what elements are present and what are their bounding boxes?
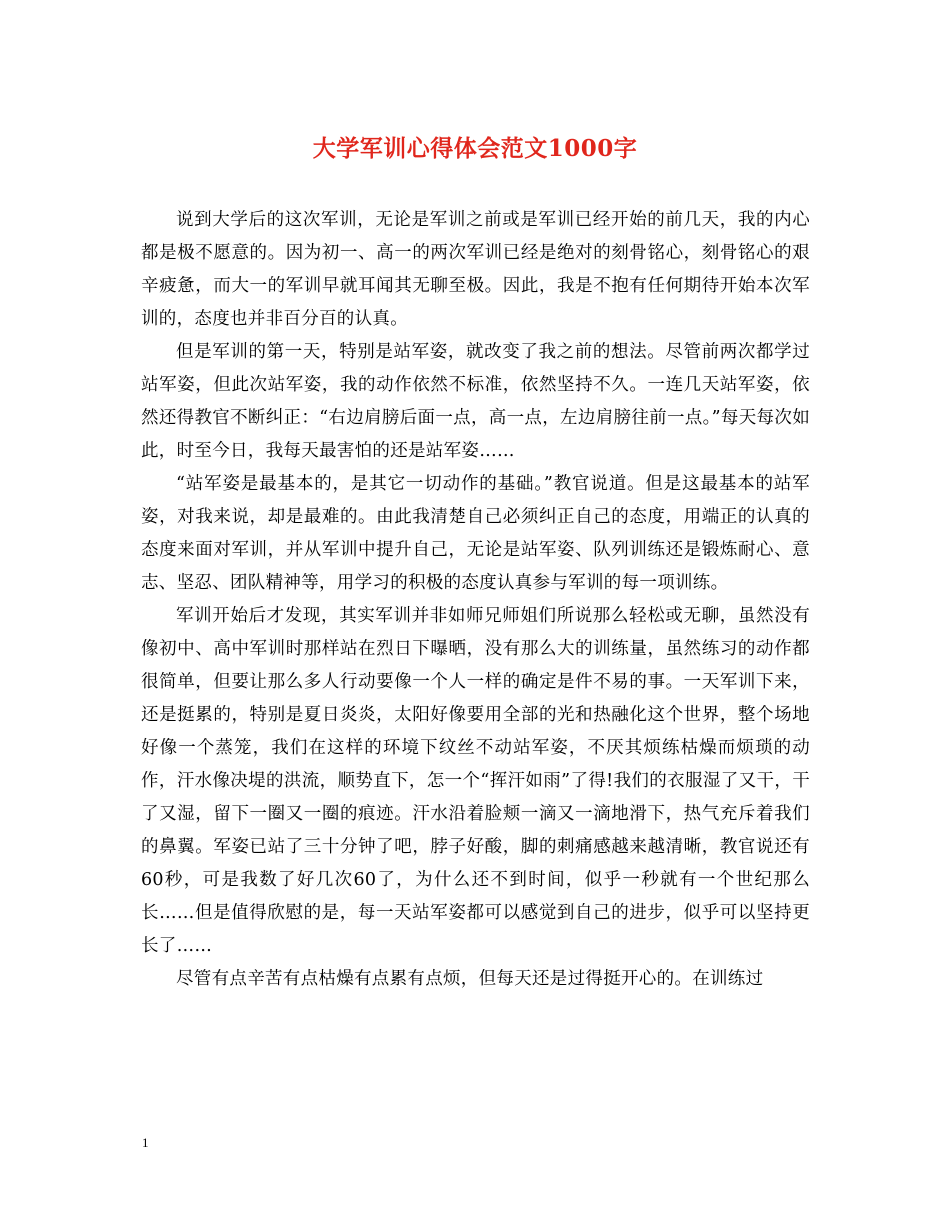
paragraph: 说到大学后的这次军训，无论是军训之前或是军训已经开始的前几天，我的内心都是极不愿意的。因为初一、高一的两次军训已经是绝对的刻骨铭心，刻骨铭心的艰辛疲惫，而大一的军训早就耳闻其无聊至极。因此，我是不抱有任何期待开始本次军训的，态度也并非百分百的认真。 bbox=[141, 210, 810, 329]
paragraph: 军训开始后才发现，其实军训并非如师兄师姐们所说那么轻松或无聊，虽然没有像初中、高中军训时那样站在烈日下曝晒，没有那么大的训练量，虽然练习的动作都很简单，但要让那么多人行动要像一个人一样的确定是件不易的事。一天军训下来，还是挺累的，特别是夏日炎炎，太阳好像要用全部的光和热融化这个世界，整个场地好像一个蒸笼，我们在这样的环境下纹丝不动站军姿，不厌其烦练枯燥而烦琐的动作，汗水像决堤的洪流，顺势直下，怎一个“挥汗如雨”了得!我们的衣服湿了又干，干了又湿，留下一圈又一圈的痕迹。汗水沿着脸颊一滴又一滴地滑下，热气充斥着我们的鼻翼。军姿已站了三十分钟了吧，脖子好酸，脚的刺痛感越来越清晰，教官说还有60秒，可是我数了好几次60了，为什么还不到时间，似乎一秒就有一个世纪那么长……但是值得欣慰的是，每一天站军姿都可以感觉到自己的进步，似乎可以坚持更长了…… bbox=[141, 606, 810, 956]
paragraph: “站军姿是最基本的，是其它一切动作的基础。”教官说道。但是这最基本的站军姿，对我来说，却是最难的。由此我清楚自己必须纠正自己的态度，用端正的认真的态度来面对军训，并从军训中提升自己，无论是站军姿、队列训练还是锻炼耐心、意志、坚忍、团队精神等，用学习的积极的态度认真参与军训的每一项训练。 bbox=[141, 474, 810, 593]
document-body bbox=[141, 204, 810, 996]
paragraph: 尽管有点辛苦有点枯燥有点累有点烦，但每天还是过得挺开心的。在训练过 bbox=[176, 969, 764, 989]
paragraph: 但是军训的第一天，特别是站军姿，就改变了我之前的想法。尽管前两次都学过站军姿，但此次站军姿，我的动作依然不标准，依然坚持不久。一连几天站军姿，依然还得教官不断纠正：“右边肩膀后面一点，高一点，左边肩膀往前一点。”每天每次如此，时至今日，我每天最害怕的还是站军姿…… bbox=[141, 342, 810, 461]
page-number: 1 bbox=[142, 1135, 149, 1150]
document-title: 大学军训心得体会范文1000字 bbox=[312, 135, 638, 162]
